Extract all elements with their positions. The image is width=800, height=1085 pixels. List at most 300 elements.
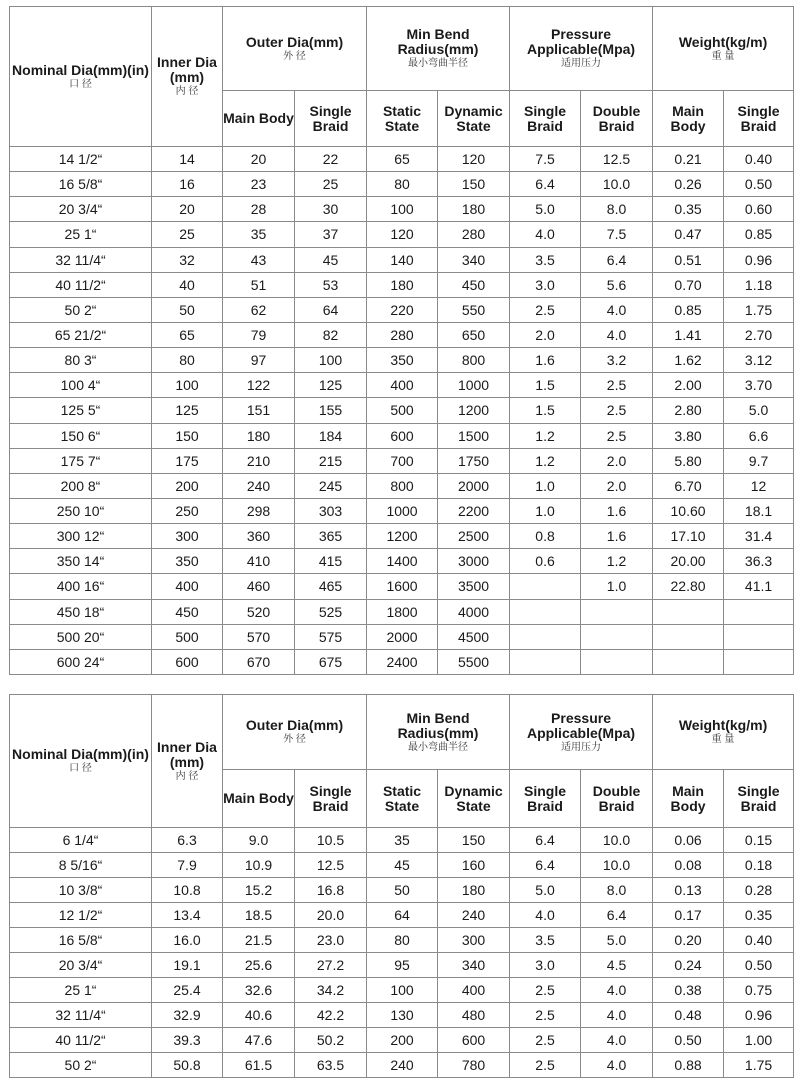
table-cell: 45 [367, 853, 438, 878]
table-cell: 0.15 [724, 828, 794, 853]
table-cell: 32.9 [152, 1003, 223, 1028]
table-cell: 0.51 [653, 247, 724, 272]
table-cell: 16 5/8“ [10, 172, 152, 197]
single-braid-subheader: Single Braid [724, 91, 794, 147]
table-cell: 245 [295, 473, 367, 498]
table-cell: 6.6 [724, 423, 794, 448]
table-cell: 1.0 [510, 473, 581, 498]
spec-table-1 [9, 6, 794, 675]
table-cell: 9.7 [724, 448, 794, 473]
table-cell: 410 [223, 549, 295, 574]
table-cell: 140 [367, 247, 438, 272]
single-braid-subheader: Single Braid [295, 770, 367, 828]
table-row [10, 624, 794, 649]
table-cell: 365 [295, 524, 367, 549]
table-cell: 160 [438, 853, 510, 878]
table-cell: 0.85 [724, 222, 794, 247]
table-cell: 0.40 [724, 147, 794, 172]
table-cell [653, 599, 724, 624]
min-bend-radius-header: Min Bend Radius(mm) 最小弯曲半径 [367, 695, 510, 770]
table-row [10, 953, 794, 978]
table-row [10, 398, 794, 423]
table-cell [724, 599, 794, 624]
table-cell: 1500 [438, 423, 510, 448]
table-cell: 0.70 [653, 272, 724, 297]
static-state-subheader: Static State [367, 770, 438, 828]
table-cell: 400 [367, 373, 438, 398]
table-cell: 64 [367, 903, 438, 928]
table-cell: 32 11/4“ [10, 1003, 152, 1028]
nominal-dia-header: Nominal Dia(mm)(in) 口 径 [10, 695, 152, 828]
table-cell: 4500 [438, 624, 510, 649]
spec-table-2 [9, 694, 794, 1078]
table-cell: 200 8“ [10, 473, 152, 498]
table-cell: 6.4 [581, 247, 653, 272]
table-cell: 45 [295, 247, 367, 272]
table-cell: 25.4 [152, 978, 223, 1003]
table-cell: 175 [152, 448, 223, 473]
table-cell: 4.0 [510, 222, 581, 247]
table-cell: 1.2 [510, 423, 581, 448]
table-cell: 6.70 [653, 473, 724, 498]
table-cell: 250 [152, 498, 223, 523]
table-cell: 180 [223, 423, 295, 448]
table-row [10, 498, 794, 523]
outer-dia-header: Outer Dia(mm) 外 径 [223, 695, 367, 770]
table-cell: 32 [152, 247, 223, 272]
table-cell: 6.4 [510, 172, 581, 197]
table-row [10, 172, 794, 197]
table-cell: 184 [295, 423, 367, 448]
table-cell: 2.80 [653, 398, 724, 423]
table-cell: 30 [295, 197, 367, 222]
table-row [10, 1028, 794, 1053]
table-cell: 1.6 [581, 524, 653, 549]
table-cell: 0.40 [724, 928, 794, 953]
table-cell: 63.5 [295, 1053, 367, 1078]
table-cell: 95 [367, 953, 438, 978]
table-cell: 300 12“ [10, 524, 152, 549]
table-cell: 9.0 [223, 828, 295, 853]
table-cell: 2.0 [581, 448, 653, 473]
table-cell: 120 [367, 222, 438, 247]
table-cell: 460 [223, 574, 295, 599]
single-braid-subheader: Single Braid [295, 91, 367, 147]
table-cell: 5500 [438, 649, 510, 674]
table-cell: 3.5 [510, 928, 581, 953]
table-row [10, 147, 794, 172]
table-cell: 150 [438, 172, 510, 197]
table-row [10, 853, 794, 878]
table-cell: 150 [438, 828, 510, 853]
table-cell: 5.6 [581, 272, 653, 297]
table-cell: 17.10 [653, 524, 724, 549]
table-cell: 40 11/2“ [10, 272, 152, 297]
table-cell: 6.4 [581, 903, 653, 928]
table-cell: 6.4 [510, 853, 581, 878]
table-cell: 240 [367, 1053, 438, 1078]
table-cell: 47.6 [223, 1028, 295, 1053]
table-cell: 1750 [438, 448, 510, 473]
table-cell: 1200 [438, 398, 510, 423]
table-cell: 19.1 [152, 953, 223, 978]
table-cell: 64 [295, 297, 367, 322]
table-row [10, 828, 794, 853]
table-cell: 12.5 [581, 147, 653, 172]
table-cell: 250 10“ [10, 498, 152, 523]
table-cell: 7.5 [581, 222, 653, 247]
table-cell: 10.0 [581, 828, 653, 853]
table-cell: 25 [295, 172, 367, 197]
table-cell: 20.0 [295, 903, 367, 928]
table-cell: 27.2 [295, 953, 367, 978]
table-cell: 0.75 [724, 978, 794, 1003]
table-cell: 0.88 [653, 1053, 724, 1078]
table-cell: 130 [367, 1003, 438, 1028]
table-cell: 2400 [367, 649, 438, 674]
table-cell: 300 [438, 928, 510, 953]
table-cell: 220 [367, 297, 438, 322]
table-cell: 1600 [367, 574, 438, 599]
table-row [10, 348, 794, 373]
table-cell: 50 2“ [10, 1053, 152, 1078]
table-cell: 12 1/2“ [10, 903, 152, 928]
table-cell: 0.24 [653, 953, 724, 978]
table-cell: 4.0 [581, 1003, 653, 1028]
table-cell: 100 4“ [10, 373, 152, 398]
table-cell: 25 1“ [10, 222, 152, 247]
table-cell: 3.0 [510, 953, 581, 978]
weight-header: Weight(kg/m) 重 量 [653, 695, 794, 770]
table-cell: 16 [152, 172, 223, 197]
table-cell: 298 [223, 498, 295, 523]
table-cell: 50 [152, 297, 223, 322]
table-cell: 350 [367, 348, 438, 373]
table-cell: 20 [152, 197, 223, 222]
table-cell: 125 5“ [10, 398, 152, 423]
table-cell: 150 6“ [10, 423, 152, 448]
table-cell: 215 [295, 448, 367, 473]
table-cell: 2.5 [581, 398, 653, 423]
table-cell: 240 [438, 903, 510, 928]
table-cell: 1.18 [724, 272, 794, 297]
weight-header: Weight(kg/m) 重 量 [653, 7, 794, 91]
table-cell: 97 [223, 348, 295, 373]
table-row [10, 373, 794, 398]
table-cell: 100 [367, 197, 438, 222]
table-cell: 0.18 [724, 853, 794, 878]
table-cell: 1.5 [510, 398, 581, 423]
table-cell: 80 [152, 348, 223, 373]
table-cell: 800 [367, 473, 438, 498]
table-cell: 525 [295, 599, 367, 624]
table-cell: 500 [152, 624, 223, 649]
table-cell: 79 [223, 322, 295, 347]
table-row [10, 423, 794, 448]
table-row [10, 878, 794, 903]
table-cell: 2000 [438, 473, 510, 498]
table-cell: 3.0 [510, 272, 581, 297]
table-cell: 1.5 [510, 373, 581, 398]
table-cell: 0.17 [653, 903, 724, 928]
static-state-subheader: Static State [367, 91, 438, 147]
table-cell: 50 [367, 878, 438, 903]
table-cell: 15.2 [223, 878, 295, 903]
table-cell: 20 [223, 147, 295, 172]
table-cell: 1.6 [510, 348, 581, 373]
table-cell: 62 [223, 297, 295, 322]
table-cell: 10.8 [152, 878, 223, 903]
table-cell: 35 [223, 222, 295, 247]
table-cell: 360 [223, 524, 295, 549]
table-cell: 2.5 [510, 978, 581, 1003]
table-cell: 450 [438, 272, 510, 297]
table-cell: 5.80 [653, 448, 724, 473]
table-cell: 7.9 [152, 853, 223, 878]
table-cell: 8.0 [581, 197, 653, 222]
table-cell: 2000 [367, 624, 438, 649]
table-cell: 100 [295, 348, 367, 373]
table-cell: 22 [295, 147, 367, 172]
table-cell: 20 3/4“ [10, 197, 152, 222]
table-cell: 3.70 [724, 373, 794, 398]
table-row [10, 649, 794, 674]
table-cell: 350 14“ [10, 549, 152, 574]
single-braid-subheader: Single Braid [724, 770, 794, 828]
table-cell: 4.0 [510, 903, 581, 928]
table-cell: 6.4 [510, 828, 581, 853]
table-cell: 80 3“ [10, 348, 152, 373]
table-cell: 575 [295, 624, 367, 649]
table-cell: 1800 [367, 599, 438, 624]
table-row [10, 197, 794, 222]
table-cell: 0.21 [653, 147, 724, 172]
table-row [10, 978, 794, 1003]
table-cell: 13.4 [152, 903, 223, 928]
table-cell: 120 [438, 147, 510, 172]
table-cell: 4.0 [581, 322, 653, 347]
table-cell: 43 [223, 247, 295, 272]
table-cell [724, 649, 794, 674]
table-cell: 1.0 [510, 498, 581, 523]
table-cell: 8.0 [581, 878, 653, 903]
table-cell: 500 [367, 398, 438, 423]
table-cell: 1.41 [653, 322, 724, 347]
table-cell: 180 [367, 272, 438, 297]
table-cell [510, 574, 581, 599]
table-cell: 10.60 [653, 498, 724, 523]
table-cell: 1000 [367, 498, 438, 523]
table-cell: 180 [438, 197, 510, 222]
inner-dia-header: Inner Dia (mm) 内 径 [152, 7, 223, 147]
table-cell: 200 [367, 1028, 438, 1053]
table-cell: 80 [367, 928, 438, 953]
table-cell: 0.48 [653, 1003, 724, 1028]
main-body-subheader: Main Body [653, 91, 724, 147]
table-cell: 65 21/2“ [10, 322, 152, 347]
table-cell: 180 [438, 878, 510, 903]
table-cell: 28 [223, 197, 295, 222]
table-cell: 550 [438, 297, 510, 322]
table-cell: 400 16“ [10, 574, 152, 599]
table-cell: 100 [367, 978, 438, 1003]
table-cell: 51 [223, 272, 295, 297]
table-cell: 400 [438, 978, 510, 1003]
table-cell: 53 [295, 272, 367, 297]
table-cell: 34.2 [295, 978, 367, 1003]
table-cell: 25 1“ [10, 978, 152, 1003]
table-cell: 4000 [438, 599, 510, 624]
table-row [10, 928, 794, 953]
table-cell: 20 3/4“ [10, 953, 152, 978]
table-cell: 14 1/2“ [10, 147, 152, 172]
table-cell: 22.80 [653, 574, 724, 599]
double-braid-subheader: Double Braid [581, 91, 653, 147]
min-bend-radius-header: Min Bend Radius(mm) 最小弯曲半径 [367, 7, 510, 91]
table-cell: 7.5 [510, 147, 581, 172]
dynamic-state-subheader: Dynamic State [438, 91, 510, 147]
table-cell: 450 [152, 599, 223, 624]
single-braid-subheader: Single Braid [510, 91, 581, 147]
table-cell: 0.20 [653, 928, 724, 953]
pressure-header: Pressure Applicable(Mpa) 适用压力 [510, 695, 653, 770]
table-cell: 2.70 [724, 322, 794, 347]
table-row [10, 574, 794, 599]
table-cell: 0.50 [653, 1028, 724, 1053]
table-cell: 415 [295, 549, 367, 574]
table-cell: 2.5 [510, 1003, 581, 1028]
table-cell: 5.0 [510, 878, 581, 903]
table-cell: 1.2 [581, 549, 653, 574]
table-cell: 700 [367, 448, 438, 473]
table-row [10, 247, 794, 272]
table-cell: 0.8 [510, 524, 581, 549]
table-cell: 480 [438, 1003, 510, 1028]
table-cell: 80 [367, 172, 438, 197]
table-cell: 1000 [438, 373, 510, 398]
table-cell: 1.75 [724, 1053, 794, 1078]
table-row [10, 524, 794, 549]
table-cell: 0.08 [653, 853, 724, 878]
table-cell: 40.6 [223, 1003, 295, 1028]
table-row [10, 272, 794, 297]
table-cell: 1.6 [581, 498, 653, 523]
table-cell: 0.60 [724, 197, 794, 222]
table-cell: 2.00 [653, 373, 724, 398]
table-cell: 12 [724, 473, 794, 498]
table-cell: 650 [438, 322, 510, 347]
table-cell [581, 624, 653, 649]
table-cell: 5.0 [724, 398, 794, 423]
table-cell: 5.0 [510, 197, 581, 222]
table-cell: 21.5 [223, 928, 295, 953]
table-cell: 122 [223, 373, 295, 398]
single-braid-subheader: Single Braid [510, 770, 581, 828]
table-cell [510, 624, 581, 649]
table-row [10, 448, 794, 473]
table-cell: 0.96 [724, 1003, 794, 1028]
table-cell: 32 11/4“ [10, 247, 152, 272]
table-cell: 14 [152, 147, 223, 172]
table-cell: 0.96 [724, 247, 794, 272]
inner-dia-header: Inner Dia (mm) 内 径 [152, 695, 223, 828]
table-cell: 0.13 [653, 878, 724, 903]
table-cell: 600 24“ [10, 649, 152, 674]
table-cell: 16.8 [295, 878, 367, 903]
main-body-subheader: Main Body [223, 91, 295, 147]
table-row [10, 1003, 794, 1028]
table-cell: 1.0 [581, 574, 653, 599]
table-cell: 10 3/8“ [10, 878, 152, 903]
table-cell: 82 [295, 322, 367, 347]
table-cell: 0.35 [724, 903, 794, 928]
table-cell: 10.5 [295, 828, 367, 853]
table-cell: 800 [438, 348, 510, 373]
table-cell: 0.35 [653, 197, 724, 222]
table-cell: 39.3 [152, 1028, 223, 1053]
table-cell: 40 [152, 272, 223, 297]
table-cell: 125 [152, 398, 223, 423]
table-cell: 520 [223, 599, 295, 624]
table-cell: 125 [295, 373, 367, 398]
pressure-header: Pressure Applicable(Mpa) 适用压力 [510, 7, 653, 91]
table-cell [653, 624, 724, 649]
table-cell: 280 [367, 322, 438, 347]
table-cell: 0.38 [653, 978, 724, 1003]
table-row [10, 222, 794, 247]
table-row [10, 297, 794, 322]
table-cell: 100 [152, 373, 223, 398]
table-cell: 2.5 [510, 297, 581, 322]
table-cell: 2200 [438, 498, 510, 523]
table-cell: 0.47 [653, 222, 724, 247]
table-cell: 151 [223, 398, 295, 423]
table-row [10, 322, 794, 347]
table-cell: 600 [438, 1028, 510, 1053]
table-cell: 1400 [367, 549, 438, 574]
table-cell: 4.5 [581, 953, 653, 978]
table-cell: 2.5 [510, 1053, 581, 1078]
table-cell: 340 [438, 953, 510, 978]
table-cell: 0.85 [653, 297, 724, 322]
table-cell: 0.28 [724, 878, 794, 903]
table-cell: 10.9 [223, 853, 295, 878]
nominal-dia-header: Nominal Dia(mm)(in) 口 径 [10, 7, 152, 147]
table-cell: 500 20“ [10, 624, 152, 649]
table-cell: 36.3 [724, 549, 794, 574]
table-cell: 150 [152, 423, 223, 448]
table-cell [510, 649, 581, 674]
table-cell: 2.5 [581, 423, 653, 448]
table-cell: 2500 [438, 524, 510, 549]
table-cell: 3.2 [581, 348, 653, 373]
table-cell: 10.0 [581, 853, 653, 878]
table-cell: 0.6 [510, 549, 581, 574]
table-cell: 42.2 [295, 1003, 367, 1028]
table-cell: 670 [223, 649, 295, 674]
table-cell: 3.5 [510, 247, 581, 272]
table-cell: 155 [295, 398, 367, 423]
table-cell: 23.0 [295, 928, 367, 953]
table-cell: 570 [223, 624, 295, 649]
table-cell: 3.12 [724, 348, 794, 373]
table-cell: 400 [152, 574, 223, 599]
table-cell: 3500 [438, 574, 510, 599]
table-cell: 303 [295, 498, 367, 523]
table-cell: 16 5/8“ [10, 928, 152, 953]
table-cell: 31.4 [724, 524, 794, 549]
dynamic-state-subheader: Dynamic State [438, 770, 510, 828]
